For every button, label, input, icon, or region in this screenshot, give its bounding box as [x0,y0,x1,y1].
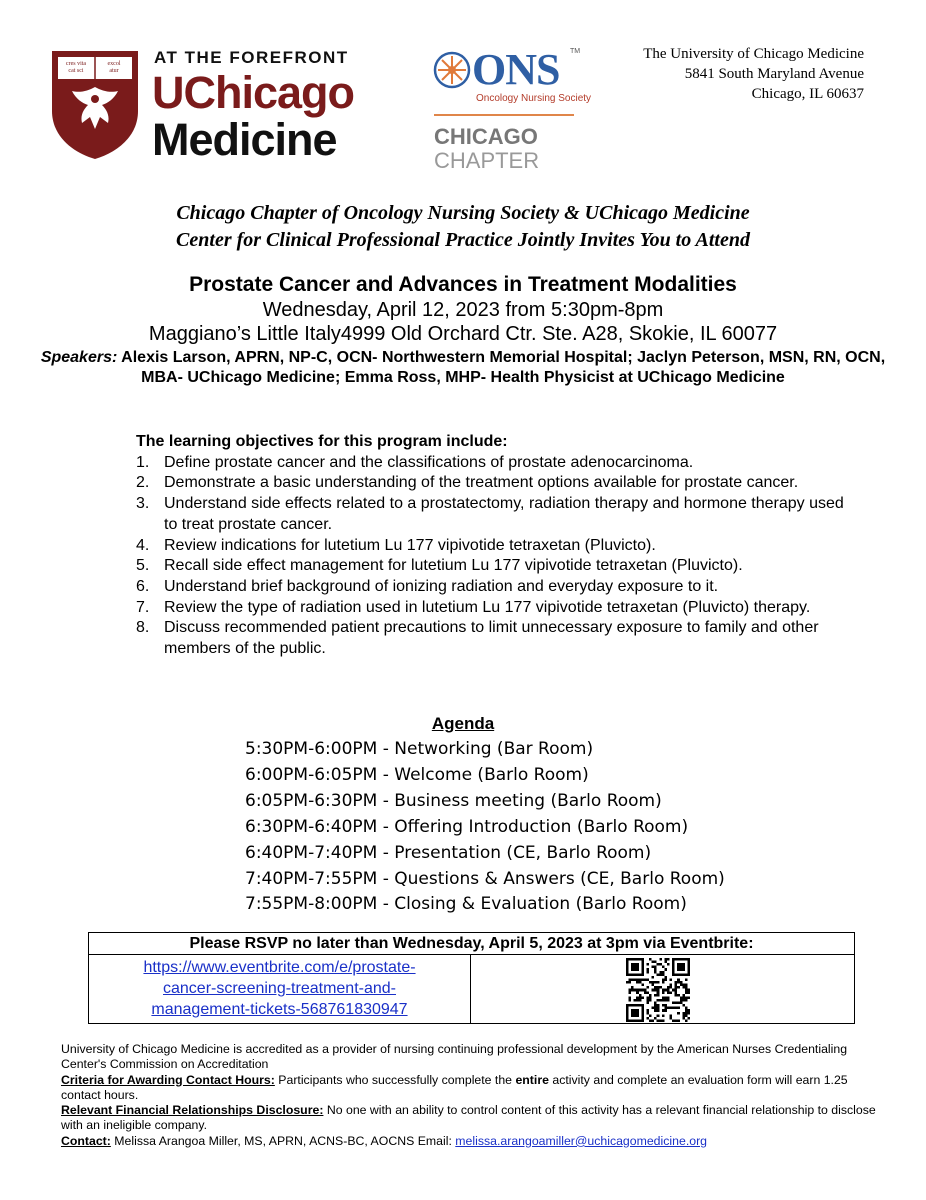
list-item [136,618,856,659]
medicine-wordmark: Medicine [152,114,337,165]
ons-divider [434,114,574,116]
event-speakers [40,348,886,388]
event-datetime: Wednesday, April 12, 2023 from 5:30pm-8pm [262,299,664,321]
list-text: Understand side effects related to a prostatectomy, radiation therapy and hormone therapy used to treat prostate cancer. [164,495,844,533]
invitation-line-2: Center for Clinical Professional Practice Jointly Invites You to Attend [176,229,750,251]
event-venue: Maggiano’s Little Italy4999 Old Orchard Ctr. Ste. A28, Skokie, IL 60077 [148,323,778,345]
criteria-statement [61,1073,881,1104]
agenda-title: Agenda [431,714,495,733]
invitation-heading [0,200,926,254]
ons-wordmark: ONS [472,45,560,94]
ons-fullname: Oncology Nursing Society [476,93,592,104]
list-number: 1. [136,453,150,471]
ons-chapter-label: CHAPTER [434,148,540,173]
list-item [136,536,856,557]
contact-statement [61,1134,881,1149]
list-item [136,473,856,494]
event-title: Prostate Cancer and Advances in Treatment Modalities [189,273,737,296]
link-line-1[interactable]: https://www.eventbrite.com/e/prostate- [143,959,416,976]
address-line-1: The University of Chicago Medicine [643,46,864,62]
agenda-item: 7:40PM-7:55PM - Questions & Answers (CE, Barlo Room) [245,868,725,889]
ons-chicago-chapter-logo [430,44,590,179]
link-line-2[interactable]: cancer-screening-treatment-and- [163,980,396,997]
uchicago-wordmark: UChicago [152,67,355,118]
list-text: Recall side effect management for lutetium Lu 177 vipivotide tetraxetan (Pluvicto). [164,557,743,575]
uchicago-medicine-logo [50,44,380,164]
svg-text:excol: excol [107,61,121,67]
contact-email-link[interactable]: melissa.arangoamiller@uchicagomedicine.org [455,1133,708,1148]
disclosure-label: Relevant Financial Relationships Disclosure: [61,1103,324,1118]
speakers-list: Alexis Larson, APRN, NP-C, OCN- Northwestern Memorial Hospital; Jaclyn Peterson, MSN, RN, OCN, MBA- UChicago Medicine; Emma Ross, MHP- Health Physicist at UChicago Medicine [121,349,886,386]
speakers-label: Speakers: [40,349,118,366]
list-item [136,556,856,577]
list-number: 7. [136,598,150,616]
ons-chapter-city: CHICAGO [434,124,538,149]
list-text: Review the type of radiation used in lutetium Lu 177 vipivotide tetraxetan (Pluvicto) therapy. [164,598,811,616]
uchicago-shield-icon [50,49,140,161]
footer-notes [61,1042,881,1149]
learning-objectives [136,432,856,660]
invitation-line-1: Chicago Chapter of Oncology Nursing Society & UChicago Medicine [176,202,750,224]
agenda-item: 6:40PM-7:40PM - Presentation (CE, Barlo Room) [245,842,652,863]
rsvp-qr-cell [471,955,854,1023]
address-block [643,44,864,104]
list-text: Discuss recommended patient precautions to limit unnecessary exposure to family and other members of the public. [164,619,819,658]
list-number: 4. [136,536,150,554]
list-number: 3. [136,495,150,513]
contact-label: Contact: [61,1133,111,1148]
disclosure-statement [61,1103,881,1134]
agenda-item: 6:00PM-6:05PM - Welcome (Barlo Room) [245,764,589,785]
svg-text:atur: atur [109,68,119,74]
link-line-3[interactable]: management-tickets-568761830947 [151,1001,408,1018]
rsvp-heading: Please RSVP no later than Wednesday, April 5, 2023 at 3pm via Eventbrite: [89,933,854,955]
objectives-heading: The learning objectives for this program include: [136,433,508,450]
svg-text:cres vita: cres vita [65,61,87,67]
list-item [136,453,856,474]
trademark-mark: TM [570,48,581,55]
list-text: Understand brief background of ionizing radiation and everyday exposure to it. [164,577,719,595]
objectives-list [136,453,856,660]
contact-text: Melissa Arangoa Miller, MS, APRN, ACNS-BC, AOCNS Email: [110,1133,456,1148]
list-number: 2. [136,474,150,492]
rsvp-link-cell [89,955,471,1023]
eventbrite-link[interactable] [143,959,415,1018]
list-text: Review indications for lutetium Lu 177 vipivotide tetraxetan (Pluvicto). [164,536,656,554]
criteria-emphasis: entire [515,1072,549,1087]
svg-text:cat sci: cat sci [68,68,84,74]
criteria-label: Criteria for Awarding Contact Hours: [61,1072,275,1087]
address-line-3: Chicago, IL 60637 [751,86,864,102]
list-item [136,494,856,535]
agenda-item: 5:30PM-6:00PM - Networking (Bar Room) [245,739,594,759]
address-line-2: 5841 South Maryland Avenue [684,66,864,82]
list-number: 5. [136,557,150,575]
agenda-list [245,737,725,918]
agenda-item: 7:55PM-8:00PM - Closing & Evaluation (Barlo Room) [245,894,687,915]
list-number: 8. [136,619,150,637]
list-item [136,577,856,598]
ons-starburst-icon [432,50,472,90]
criteria-text: Participants who successfully complete the [274,1072,516,1087]
criteria-text-end: activity and complete an evaluation form will earn 1.25 contact hours. [61,1072,848,1102]
list-text: Define prostate cancer and the classifications of prostate adenocarcinoma. [164,453,694,471]
event-details [40,272,886,388]
disclosure-text: No one with an ability to control content of this activity has a relevant financial relationship to disclose with an ineligible company. [61,1103,876,1133]
qr-code-icon[interactable] [626,958,690,1022]
rsvp-table [88,932,855,1024]
list-number: 6. [136,577,150,595]
accreditation-statement: University of Chicago Medicine is accredited as a provider of nursing continuing professional development by the American Nurses Credentialing Center's Commission on Accreditation [61,1042,848,1072]
list-text: Demonstrate a basic understanding of the treatment options available for prostate cancer. [164,474,799,492]
agenda-item: 6:30PM-6:40PM - Offering Introduction (Barlo Room) [245,816,689,837]
uchicago-tagline: AT THE FOREFRONT [154,48,349,67]
agenda-item: 6:05PM-6:30PM - Business meeting (Barlo Room) [245,790,662,811]
list-item [136,598,856,619]
